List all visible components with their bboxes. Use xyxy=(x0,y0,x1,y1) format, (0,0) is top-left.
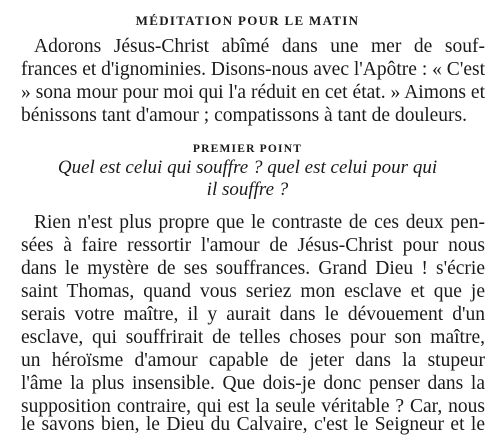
intro-line-4: bénissons tant d'amour ; compatissons à tant de douleurs. xyxy=(21,105,467,126)
intro-line-1: Adorons Jésus-Christ abîmé dans une mer de souf- xyxy=(34,36,485,57)
section-title-line-1: Quel est celui qui souffre ? quel est celui pour qui xyxy=(57,157,438,178)
body-line-4: saint Thomas, quand vous seriez mon esclave et que je xyxy=(21,281,485,302)
body-line-5: serais votre maître, il y aurait dans le dévouement d'un xyxy=(21,304,485,325)
body-line-8: l'âme la plus insensible. Que dois-je donc penser dans la xyxy=(21,373,485,394)
body-line-1: Rien n'est plus propre que le contraste de ces deux pen- xyxy=(34,212,485,233)
body-line-2: sées à faire ressortir l'amour de Jésus-Christ pour nous xyxy=(21,235,485,256)
body-line-7: un héroïsme d'amour capable de jeter dans la stupeur xyxy=(21,350,485,371)
body-line-6: esclave, qui souffrirait de telles choses pour son maître, xyxy=(21,327,485,348)
section-title-line-2: il souffre ? xyxy=(206,179,289,200)
meditation-title: MÉDITATION POUR LE MATIN xyxy=(135,13,360,28)
body-line-10: le savons bien, le Dieu du Calvaire, c'est le Seigneur et le xyxy=(21,414,485,435)
body-line-9: supposition contraire, qui est la seule véritable ? Car, nous xyxy=(21,396,485,417)
body-line-3: dans le mystère de ses souffrances. Grand Dieu ! s'écrie xyxy=(21,258,485,279)
intro-line-3: » sona mour pour moi qui l'a réduit en cet état. » Aimons et xyxy=(21,82,485,103)
intro-line-2: frances et d'ignominies. Disons-nous avec l'Apôtre : « C'est xyxy=(21,59,485,80)
section-label: PREMIER POINT xyxy=(192,143,303,155)
